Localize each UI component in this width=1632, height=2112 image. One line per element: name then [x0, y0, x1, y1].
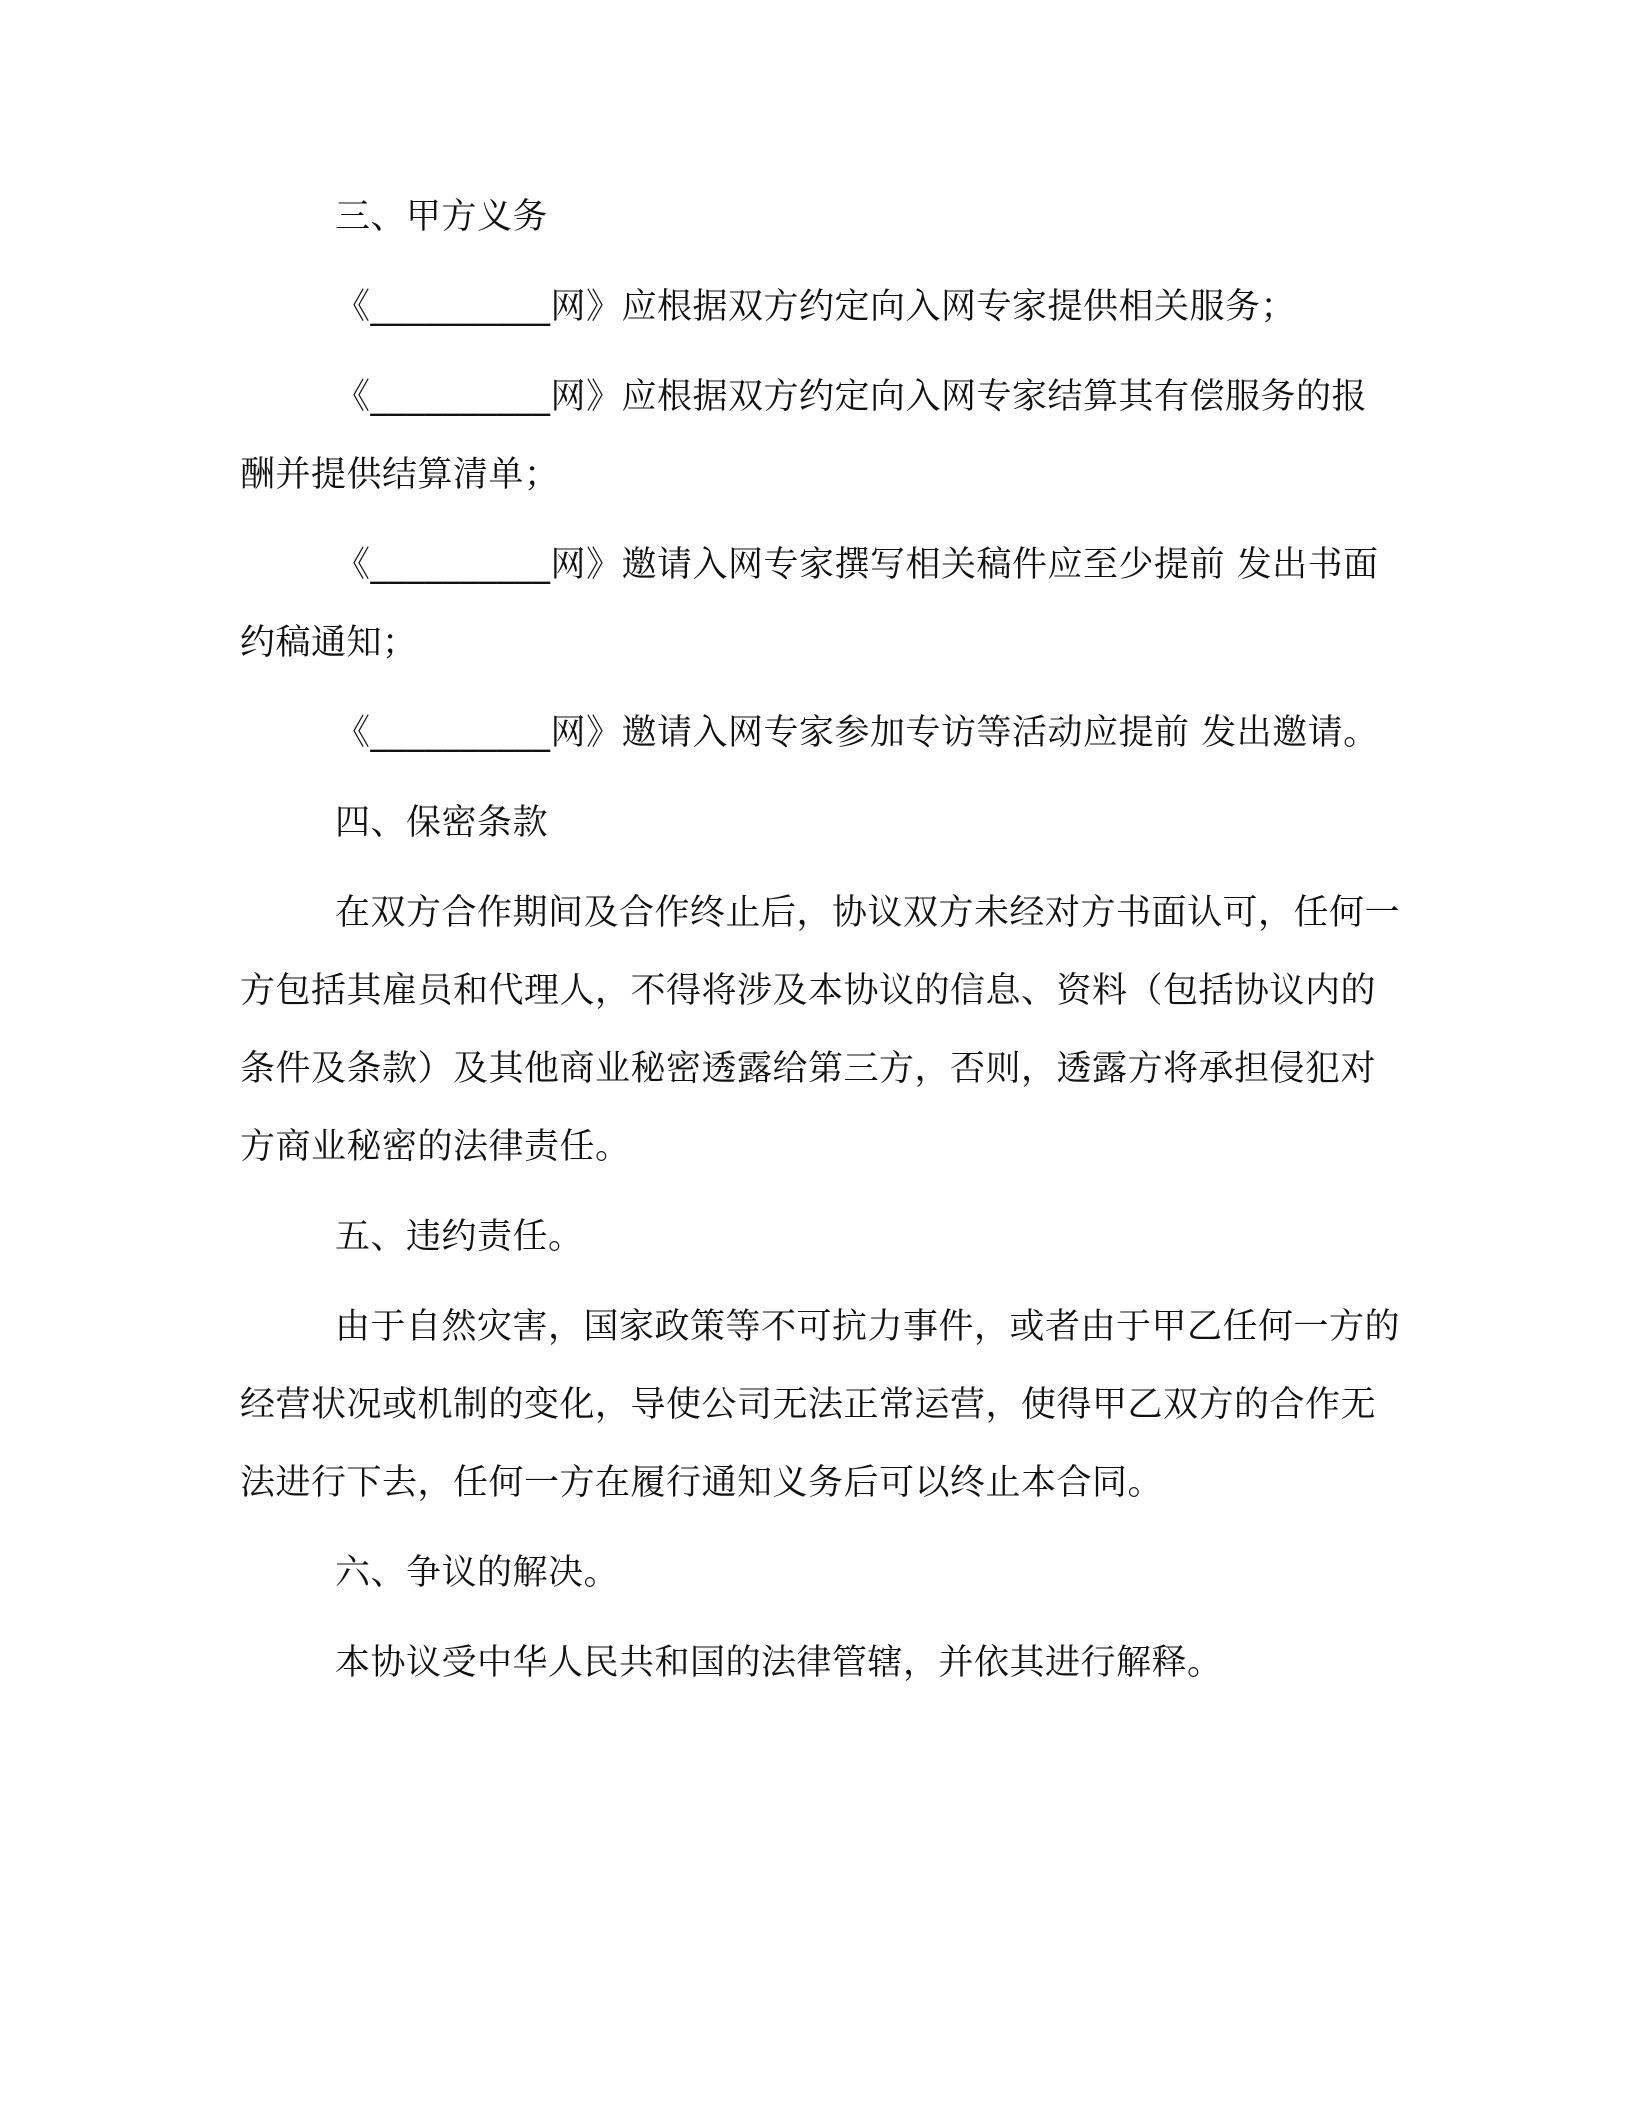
clause-invite-writing: 《__________网》邀请入网专家撰写相关稿件应至少提前 发出书面约稿通知；	[240, 545, 1379, 663]
section-heading-confidentiality: 四、保密条款	[335, 803, 549, 843]
clause-settle-payment: 《__________网》应根据双方约定向入网专家结算其有偿服务的报酬并提供结算清单；	[240, 377, 1368, 495]
dispute-body: 本协议受中华人民共和国的法律管辖，并依其进行解释。	[335, 1643, 1223, 1683]
clause-invite-interview: 《__________网》邀请入网专家参加专访等活动应提前 发出邀请。	[335, 713, 1379, 753]
section-heading-liability: 五、违约责任。	[335, 1217, 584, 1257]
liability-body: 由于自然灾害，国家政策等不可抗力事件，或者由于甲乙任何一方的经营状况或机制的变化，导使公司无法正常运营，使得甲乙双方的合作无法进行下去，任何一方在履行通知义务后可以终止本合同。	[240, 1307, 1401, 1503]
section-heading-party-a-obligations: 三、甲方义务	[335, 197, 549, 237]
section-heading-dispute: 六、争议的解决。	[335, 1553, 620, 1593]
confidentiality-body: 在双方合作期间及合作终止后，协议双方未经对方书面认可，任何一方包括其雇员和代理人，不得将涉及本协议的信息、资料（包括协议内的条件及条款）及其他商业秘密透露给第三方，否则，透露方将承担侵犯对方商业秘密的法律责任。	[240, 893, 1401, 1167]
clause-provide-services: 《__________网》应根据双方约定向入网专家提供相关服务；	[335, 287, 1297, 327]
document-body	[240, 178, 1400, 1702]
